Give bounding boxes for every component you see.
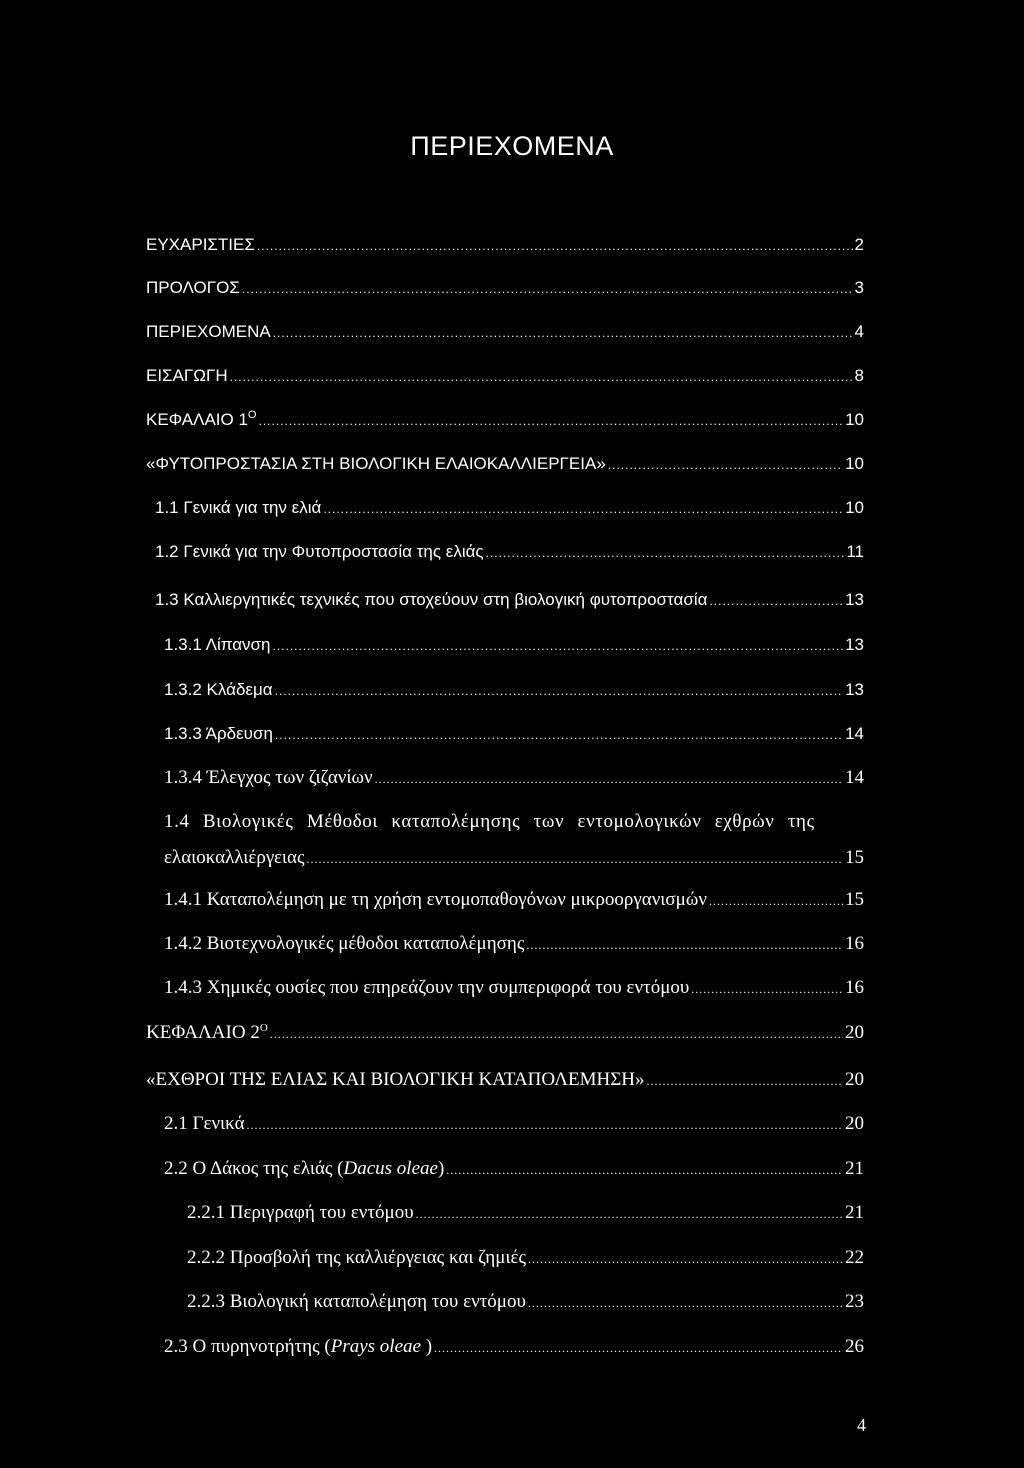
toc-entry-label: ΠΡΟΛΟΓΟΣ [146, 278, 240, 297]
page-number: 4 [857, 1415, 866, 1435]
toc-entry-page: 11 [846, 542, 864, 561]
toc-entry-page: 23 [845, 1291, 864, 1312]
closing-paren: ) [437, 1158, 445, 1179]
toc-entry-page: 15 [845, 847, 864, 868]
toc-entry-label: «ΦΥΤΟΠΡΟΣΤΑΣΙΑ ΣΤΗ ΒΙΟΛΟΓΙΚΗ ΕΛΑΙΟΚΑΛΛΙΕΡΓΕΙΑ» [146, 454, 606, 473]
toc-leader-dots [275, 679, 843, 703]
toc-entry [155, 496, 864, 521]
toc-entry [146, 233, 864, 258]
toc-entry-page: 4 [854, 322, 864, 341]
toc-leader-dots [375, 767, 843, 791]
toc-entry-label: 1.1 Γενικά για την ελιά [155, 498, 322, 517]
toc-leader-dots [434, 1336, 843, 1360]
toc-entry-label [146, 1021, 268, 1045]
toc-entry-label: 2.2.3 Βιολογική καταπολέμηση του εντόμου [187, 1291, 526, 1312]
toc-leader-dots [242, 277, 853, 301]
toc-leader-dots [709, 589, 843, 613]
toc-leader-dots [416, 1202, 843, 1226]
toc-leader-dots [275, 723, 843, 747]
toc-entry-label: 1.3.1 Λίπανση [164, 635, 271, 654]
toc-entry-page: 21 [845, 1158, 864, 1179]
toc-entry-label [146, 408, 256, 432]
toc-entry [187, 1290, 864, 1315]
toc-entry-label: 1.4.2 Βιοτεχνολογικές μέθοδοι καταπολέμησης [164, 933, 525, 954]
toc-leader-dots [270, 1022, 843, 1046]
toc-leader-dots [608, 453, 843, 477]
toc-entry [155, 540, 864, 565]
toc-entry [146, 1068, 864, 1093]
toc-leader-dots [273, 321, 853, 345]
toc-entry-label-text: 2.3 Ο πυρηνοτρήτης ( [164, 1336, 331, 1357]
toc-entry-page: 10 [845, 498, 864, 517]
toc-entry-label: 1.3.4 Έλεγχος των ζιζανίων [164, 767, 373, 788]
toc-leader-dots [646, 1069, 843, 1093]
toc-leader-dots [257, 234, 853, 258]
toc-entry-page: 16 [845, 977, 864, 998]
toc-entry-page: 20 [845, 1022, 864, 1043]
closing-paren: ) [420, 1336, 433, 1357]
toc-entry-page: 20 [845, 1069, 864, 1090]
toc-entry-label: 1.2 Γενικά για την Φυτοπροστασία της ελιάς [155, 542, 484, 561]
toc-leader-dots [526, 933, 843, 957]
toc-leader-dots [258, 409, 843, 433]
toc-entry-page: 10 [845, 410, 864, 429]
toc-entry [164, 633, 864, 658]
toc-entry [164, 1112, 864, 1137]
toc-entry [164, 766, 864, 791]
toc-entry-label [164, 1157, 444, 1181]
toc-entry-page: 13 [845, 680, 864, 699]
toc-entry-page: 14 [845, 767, 864, 788]
toc-entry-page: 14 [845, 724, 864, 743]
toc-entry-page: 8 [854, 366, 864, 385]
toc-entry-label: 1.3 Καλλιεργητικές τεχνικές που στοχεύουν στη βιολογική φυτοπροστασία [155, 590, 708, 609]
toc-entry-page: 26 [845, 1336, 864, 1357]
toc-entry-label: 2.2.1 Περιγραφή του εντόμου [187, 1202, 414, 1223]
toc-leader-dots [273, 634, 844, 658]
toc-entry-label: 1.3.3 Άρδευση [164, 724, 273, 743]
toc-entry-label-text: 2.2 Ο Δάκος της ελιάς ( [164, 1158, 344, 1179]
toc-entry [146, 364, 864, 389]
toc-entry [187, 1246, 864, 1271]
ordinal-superscript: Ο [259, 1022, 268, 1034]
toc-leader-dots [528, 1291, 843, 1315]
toc-entry [146, 408, 864, 433]
page-title: ΠΕΡΙΕΧΟΜΕΝΑ [410, 131, 614, 161]
species-name: Prays oleae [330, 1336, 421, 1357]
toc-entry-label [164, 1335, 432, 1359]
toc-entry [164, 976, 864, 1001]
toc-entry-label: ΕΙΣΑΓΩΓΗ [146, 366, 228, 385]
toc-leader-dots [528, 1247, 843, 1271]
chapter-label: ΚΕΦΑΛΑΙΟ 2 [146, 1022, 260, 1043]
toc-leader-dots [230, 365, 853, 389]
toc-entry-label: 1.4.3 Χημικές ουσίες που επηρεάζουν την συμπεριφορά του εντόμου [164, 977, 690, 998]
toc-leader-dots [323, 497, 843, 521]
toc-entry [164, 932, 864, 957]
toc-leader-dots [307, 847, 843, 871]
toc-entry-label: ΠΕΡΙΕΧΟΜΕΝΑ [146, 322, 271, 341]
toc-leader-dots [709, 889, 843, 913]
toc-entry-page: 21 [845, 1202, 864, 1223]
toc-entry-label: 1.3.2 Κλάδεμα [164, 680, 273, 699]
toc-entry [164, 1157, 864, 1182]
toc-entry-page: 13 [845, 590, 864, 609]
toc-entry-page: 13 [845, 635, 864, 654]
toc-entry-label: 2.2.2 Προσβολή της καλλιέργειας και ζημιές [187, 1247, 527, 1268]
toc-entry [146, 320, 864, 345]
toc-leader-dots [486, 541, 845, 565]
toc-entry-page: 16 [845, 933, 864, 954]
toc-entry-label: 2.1 Γενικά [164, 1113, 245, 1134]
toc-entry-page: 22 [845, 1247, 864, 1268]
toc-leader-dots [691, 977, 843, 1001]
toc-entry [164, 846, 864, 871]
ordinal-superscript: Ο [247, 409, 257, 421]
toc-entry-label: «ΕΧΘΡΟΙ ΤΗΣ ΕΛΙΑΣ ΚΑΙ ΒΙΟΛΟΓΙΚΗ ΚΑΤΑΠΟΛΕΜΗΣΗ» [146, 1069, 645, 1090]
toc-entry-page: 10 [845, 454, 864, 473]
toc-entry-first-line [164, 810, 864, 834]
toc-entry-page: 3 [854, 278, 864, 297]
toc-entry-page: 15 [845, 889, 864, 910]
toc-entry [155, 588, 864, 613]
chapter-label: ΚΕΦΑΛΑΙΟ 1 [146, 410, 248, 429]
toc-entry [146, 276, 864, 301]
toc-entry [164, 678, 864, 703]
toc-leader-dots [247, 1113, 843, 1137]
toc-entry [164, 888, 864, 913]
toc-entry-label-continuation: ελαιοκαλλιέργειας [164, 847, 305, 868]
toc-leader-dots [446, 1158, 843, 1182]
toc-entry-page: 2 [854, 235, 864, 254]
toc-entry-label: 1.4 Βιολογικές Μέθοδοι καταπολέμησης των εντομολογικών εχθρών της [164, 811, 815, 832]
toc-entry [146, 452, 864, 477]
toc-entry [146, 1021, 864, 1046]
toc-entry [164, 1335, 864, 1360]
toc-entry-label: 1.4.1 Καταπολέμηση με τη χρήση εντομοπαθογόνων μικροοργανισμών [164, 889, 707, 910]
toc-entry [187, 1201, 864, 1226]
toc-entry-page: 20 [845, 1113, 864, 1134]
toc-entry-label: ΕΥΧΑΡΙΣΤΙΕΣ [146, 235, 255, 254]
species-name: Dacus oleae [343, 1158, 438, 1179]
toc-entry [164, 722, 864, 747]
